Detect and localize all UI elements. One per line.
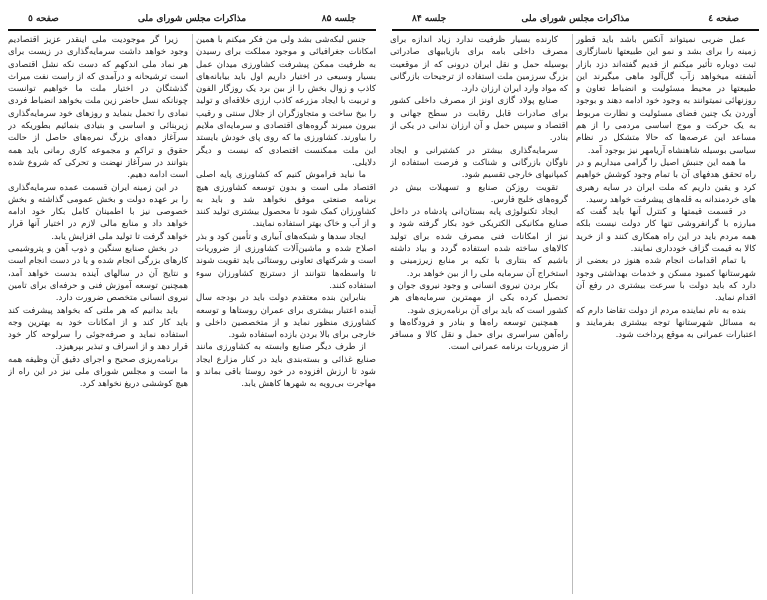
- session-number: جلسه ۸۵: [321, 14, 356, 24]
- text-column: [8, 34, 188, 594]
- paragraph: بنابراین بنده معتقدم دولت باید در بودجه سال آینده اعتبار بیشتری برای عمران روستاها و توسعه کشاورزی منظور نماید و از متخصصین داخلی و خارجی برای بالا بردن بازده استفاده شود.: [196, 293, 376, 341]
- header-rule: [8, 29, 376, 31]
- paragraph: زیرا گر موجودیت ملی اینقدر عزیز اقتصادیم وجود خواهد داشت سرمایه‌گذاری در زیست برای هر نماد ملی اندکهم که دست نکه نشل اقتصادی است ترشیحانه و درآمدی که از راست نفت میراث گذشتگان در اختیار ملت ما خواهیم توانست چونانکه نسل حاضر زین ملت بخواهد انضباط فردی نمادی را تحمل بنماید و روزهای خود سرمایه‌گذاری زیربنائی و اساسی و بنیادی بنمائیم بطوریکه در سرآغاز دهه‌ای بزرگ نمره‌های حاصل از حالت حقوق و تراکم و مجموعه کاری رمانی باید همه بتوانند در سرآغاز نهضت و تحرکی که شروع شده است ادامه دهیم.: [8, 35, 188, 181]
- paragraph: جنس لبکه‌شی بشد ولی من فکر میکنم با همین امکانات جغرافیائی و موجود مملکت برای رسیدن به ظرفیت ممکن پیشرفت کشاورزی میدان عمل بسیار وسیعی در اختیار داریم اول باید بیابانه‌های کاذب و زوال بخش را از بین برد یک روزگار الفون و تربیت با ایجاد مزرعه کاذب ارزی خلاقه‌ای و تولید را بیخ ساخت و متجاوزگران از جلال سنتی و رقیب بیرون میبرند گروه‌های اقتصادی و سرمایه‌ای ملایم را بیاورند. کشاورزی ما که روی پای خودش بایستد این ملت ممکنست اقتصادی که نیست و دیگر دلایلی.: [196, 35, 376, 168]
- paragraph: عمل ضربی نمیتواند آنکس باشد باید قطور زمینه را برای بشد و نمو این طبیعتها ناسازگاری ثبت دوباره تأثیر میکنم از قدیم گفته‌اند دزد بازار آشفته میخواهد زآب گل‌آلود ماهی میگیرند این طبیعتها در محیط مسئولیت و انضباط تعاون و روزنهائی نمیتوانند به وجود خود ادامه دهند و بوجود آوردن یک چنین فضای مسئولیت و نظارت مربوط به یک حرکت و موج اساسی مردمی را از هم مساعد این عرصه‌ها که حالا متشکل در نظام سیاسی بوسیله شاهنشاه آریامهر نیز بوجود آمد.: [576, 35, 756, 156]
- running-title: مذاکرات مجلس شورای ملی: [521, 14, 630, 24]
- text-column: [196, 34, 376, 594]
- column-divider: [572, 34, 573, 594]
- page-header: [8, 12, 376, 28]
- paragraph: برنامه‌ریزی صحیح و اجرای دقیق آن وظیفه همه ما است و مجلس شورای ملی نیز در این راه از هیچ کوششی دریغ نخواهد کرد.: [8, 354, 188, 390]
- text-column: [390, 34, 568, 594]
- paragraph: سرمایه‌گذاری بیشتر در کشتیرانی و ایجاد ناوگان بازرگانی و شناکت و فرصت استفاده از کمپانیهای خارجی تقسیم شود.: [390, 145, 568, 181]
- page-number: صفحه ٤: [708, 14, 739, 24]
- paragraph: ما همه این جنبش اصیل را گرامی میداریم و در راه تحقق هدفهای آن با تمام وجود کوشش خواهیم کرد و یقین داریم که ملت ایران در سایه رهبری های خردمندانه به قله‌های پیشرفت خواهد رسید.: [576, 157, 756, 205]
- paragraph: در این زمینه ایران قسمت عمده سرمایه‌گذاری را بر عهده دولت و بخش عمومی گذاشته و بخش خصوصی نیز با اطمینان کامل بکار خود ادامه خواهد داد و منابع مالی لازم در اختیار آنها قرار خواهد گرفت تا تولید ملی افزایش یابد.: [8, 182, 188, 242]
- paragraph: ما نباید فراموش کنیم که کشاورزی پایه اصلی اقتصاد ملی است و بدون توسعه کشاورزی هیچ برنامه صنعتی موفق نخواهد شد و باید به کشاورزان کمک شود تا محصول بیشتری تولید کنند و از آب و خاک بهتر استفاده نمایند.: [196, 170, 376, 230]
- paragraph: ایجاد تکنولوژی پایه بستان‌انی پادشاه در داخل صنایع مکانیکی الکتریکی خود بکار گرفته شود و نیز از امکانات فنی مصرف شده برای تولید کالاهای ساخته شده استفاده گردد و بیاد داشته باشیم که بنتاری با تکیه بر منابع زیرزمینی و استخراج آن سرمایه ملی را از بین خواهد برد.: [390, 207, 568, 279]
- paragraph: تقویت روزکن صنایع و تسهیلات بیش در گروه‌های خلیج فارس.: [390, 182, 568, 205]
- session-number: جلسه ۸۴: [412, 14, 447, 24]
- text-column: [576, 34, 756, 594]
- paragraph: همچنین توسعه راه‌ها و بنادر و فرودگاه‌ها و راه‌آهن سراسری برای حمل و نقل کالا و مسافر از ضروریات برنامه عمرانی است.: [390, 317, 568, 353]
- paragraph: صنایع پولاد گازی اونز از مصرف داخلی کشور برای صادرات قابل رقابت در سطح جهانی و اقتصاد و سپس حمل و آن ارزان ندانی در یکی از بنادر.: [390, 96, 568, 144]
- paragraph: در قسمت قیمتها و کنترل آنها باید گفت که مبارزه با گرانفروشی تنها کار دولت نیست بلکه همه مردم باید در این راه همکاری کنند و از خرید کالا به قیمت گزاف خودداری نمایند.: [576, 207, 756, 255]
- paragraph: از طرف دیگر صنایع وابسته به کشاورزی مانند صنایع غذائی و بسته‌بندی باید در کنار مزارع ایجاد شود تا ارزش افزوده در خود روستا باقی بماند و مهاجرت بی‌رویه به شهرها کاهش یابد.: [196, 342, 376, 390]
- right-page: [384, 0, 767, 600]
- paragraph: کارنده بسیار ظرفیت ندارد زیاد اندازه برای مصرف داخلی بامه برای بازیابیهای صادراتی بوسیله حمل و نقل ایران درونی که از موقعیت بزرگ سرزمین ملت استفاده از ترجیحات بازرگانی که مواد وارد ایران ارزان دارد.: [390, 35, 568, 95]
- page-header: [392, 12, 759, 28]
- paragraph: با تمام اقدامات انجام شده هنوز در بعضی از شهرستانها کمبود مسکن و خدمات بهداشتی وجود دارد که باید دولت با سرعت بیشتری در رفع آن اقدام نماید.: [576, 256, 756, 304]
- paragraph: ایجاد سدها و شبکه‌های آبیاری و تأمین کود و بذر اصلاح شده و ماشین‌آلات کشاورزی از ضروریات است و شرکتهای تعاونی روستائی باید تقویت شوند تا واسطه‌ها نتوانند از دسترنج کشاورزان سوء استفاده کنند.: [196, 231, 376, 291]
- paragraph: بکار بردن نیروی انسانی و وجود نیروی جوان و تحصیل کرده یکی از مهمترین سرمایه‌های هر کشور است که باید برای آن برنامه‌ریزی شود.: [390, 280, 568, 316]
- paragraph: باید بدانیم که هر ملتی که بخواهد پیشرفت کند باید کار کند و از امکانات خود به بهترین وجه استفاده نماید و صرفه‌جوئی را سرلوحه کار خود قرار دهد و از اسراف و تبذیر بپرهیزد.: [8, 305, 188, 353]
- paragraph: بنده به نام نماینده مردم از دولت تقاضا دارم که به مسائل شهرستانها توجه بیشتری بفرمایند و اعتبارات عمرانی به موقع پرداخت شود.: [576, 305, 756, 341]
- column-divider: [192, 34, 193, 594]
- header-rule: [392, 29, 759, 31]
- running-title: مذاکرات مجلس شورای ملی: [137, 14, 247, 24]
- paragraph: در بخش صنایع سنگین و ذوب آهن و پتروشیمی کارهای بزرگی انجام شده و یا در دست انجام است و نتایج آن در سالهای آینده بدست خواهد آمد، همچنین توسعه آموزش فنی و حرفه‌ای برای تامین نیروی انسانی متخصص ضرورت دارد.: [8, 244, 188, 304]
- page-number: صفحه ٥: [28, 14, 59, 24]
